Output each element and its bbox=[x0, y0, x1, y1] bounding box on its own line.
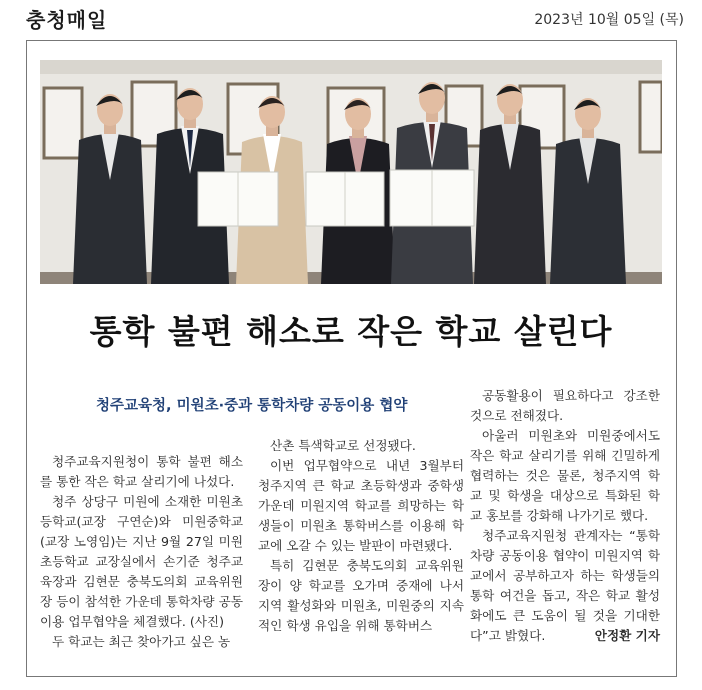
publication-date: 2023년 10월 05일 (목) bbox=[534, 12, 684, 28]
paragraph: 특히 김현문 충북도의회 교육위원장이 양 학교를 오가며 중재에 나서 지역 활성화와 미원초, 미원중의 지속적인 학생 유입을 위해 통학버스 bbox=[258, 558, 464, 633]
headline: 통학 불편 해소로 작은 학교 살린다 bbox=[89, 312, 613, 351]
signing-ceremony-photo bbox=[40, 60, 662, 284]
paragraph: 청주교육지원청이 통학 불편 해소를 통한 작은 학교 살리기에 나섰다. bbox=[40, 454, 243, 489]
masthead bbox=[0, 0, 702, 40]
article-column-1 bbox=[40, 452, 243, 652]
article-column-2 bbox=[258, 436, 464, 636]
paragraph: 공동활용이 필요하다고 강조한 것으로 전해졌다. bbox=[470, 388, 660, 423]
paragraph: 아울러 미원초와 미원중에서도 작은 학교 살리기를 위해 긴밀하게 협력하는 것은 물론, 청주지역 학교 및 학생을 대상으로 특화된 학교 홍보를 강화해 나가기로 했다. bbox=[470, 428, 660, 523]
paragraph: 청주 상당구 미원에 소재한 미원초등학교(교장 구연순)와 미원중학교(교장 노영임)는 지난 9월 27일 미원초등학교 교장실에서 손기준 청주교육장과 김현문 충북도의회 교육위원장 등이 참석한 가운데 통학차량 공동이용 업무협약을 체결했다. (사진) bbox=[40, 494, 243, 629]
newspaper-name: 충청매일 bbox=[26, 8, 108, 32]
paragraph: 청주교육지원청 관계자는 “통학차량 공동이용 협약이 미원지역 학교에서 공부하고자 하는 학생들의 통학 여건을 돕고, 작은 학교 활성화에도 큰 도움이 될 것을 기대한다”고 밝혔다. bbox=[470, 528, 660, 643]
paragraph: 이번 업무협약으로 내년 3월부터 청주지역 큰 학교 초등학생과 중학생 가운데 미원지역 학교를 희망하는 학생들이 미원초 통학버스를 이용해 학교에 오갈 수 있는 발판이 마련됐다. bbox=[258, 458, 464, 553]
wall-frame bbox=[44, 88, 82, 158]
article-column-3 bbox=[470, 386, 660, 646]
paragraph: 산촌 특색학교로 선정됐다. bbox=[270, 438, 416, 453]
article-photo bbox=[40, 60, 662, 284]
subheadline: 청주교육청, 미원초·중과 통학차량 공동이용 협약 bbox=[96, 398, 408, 414]
wall-frame bbox=[640, 82, 662, 152]
paragraph: 두 학교는 최근 찾아가고 싶은 농 bbox=[52, 634, 231, 649]
byline: 안정환 기자 bbox=[594, 628, 660, 643]
